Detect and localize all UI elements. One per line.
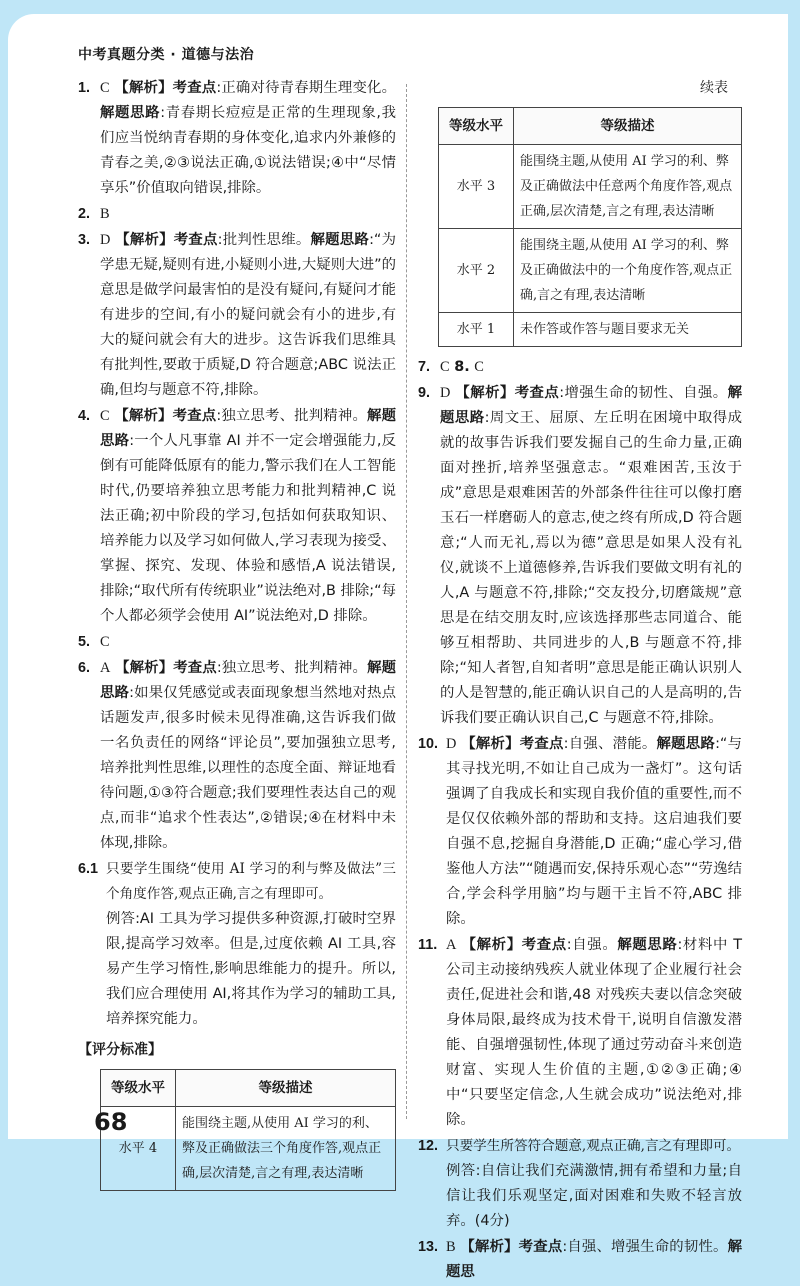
answer-6: 6. A 【解析】考查点:独立思考、批判精神。解题思路:如果仅凭感觉或表面现象想当然地对热点话题发声,很多时候未见得准确,这告诉我们做一名负责任的网络“评论员”,要加强独立思考,培养批判性思维,以理性的态度全面、辩证地看待问题,①③符合题意;我们要理性表达自己的观点,而非“追求个性表达”,②错误;④在材料中未体现,排除。 (78, 660, 396, 851)
scoring-table: 等级水平 等级描述 水平 4 能围绕主题,从使用 AI 学习的利、弊及正确做法三个角度作答,观点正确,层次清楚,言之有理,表达清晰 (100, 1069, 396, 1191)
answer-7-8: 7. C 8. C (418, 359, 484, 375)
example-answer: 例答:自信让我们充满激情,拥有希望和力量;自信让我们乐观坚定,面对困难和失败不轻言放弃。(4分) (446, 1163, 742, 1229)
question-number: 1. (78, 80, 91, 96)
answer-10: 10. D 【解析】考查点:自强、潜能。解题思路:“与其寻找光明,不如让自己成为一盏灯”。这句话强调了自我成长和实现自我价值的重要性,而不是仅仅依赖外部的帮助和支持。这启迪我们要自强不息,挖掘自身潜能,D 正确;“虚心学习,借鉴他人方法”“随遇而安,保持乐观心态”“劳逸结合,学会科学用脑”均与题干主旨不符,ABC 排除。 (418, 736, 742, 927)
page-number: 68 (94, 1108, 128, 1136)
left-column (78, 76, 396, 1191)
answer-5: 5. C (78, 634, 110, 650)
answer-6-1: 6.1 只要学生围绕“使用 AI 学习的利与弊及做法”三个角度作答,观点正确,言之有理即可。 例答:AI 工具为学习提供多种资源,打破时空界限,提高学习效率。但是,过度依赖 AI 工具,容易产生学习惰性,影响思维能力的提升。所以,我们应合理使用 AI,将其作为学习的辅助工具,培养探究能力。 (78, 857, 396, 1032)
table-row: 水平 2 能围绕主题,从使用 AI 学习的利、弊及正确做法中的一个角度作答,观点正确,言之有理,表达清晰 (439, 229, 742, 313)
example-answer: 例答:AI 工具为学习提供多种资源,打破时空界限,提高学习效率。但是,过度依赖 AI 工具,容易产生学习惰性,影响思维能力的提升。所以,我们应合理使用 AI,将其作为学习的辅助工具,培养探究能力。 (106, 911, 396, 1027)
continued-label: 续表 (700, 80, 728, 96)
answer-2: 2. B (78, 206, 110, 222)
answer-12: 12. 只要学生所答符合题意,观点正确,言之有理即可。 例答:自信让我们充满激情,拥有希望和力量;自信让我们乐观坚定,面对困难和失败不轻言放弃。(4分) (418, 1134, 742, 1234)
table-row: 水平 3 能围绕主题,从使用 AI 学习的利、弊及正确做法中任意两个角度作答,观点正确,层次清楚,言之有理,表达清晰 (439, 145, 742, 229)
answer-11: 11. A 【解析】考查点:自强。解题思路:材料中 T 公司主动接纳残疾人就业体现了企业履行社会责任,促进社会和谐,48 对残疾夫妻以信念突破身体局限,最终成为技术骨干,说明自信激发潜能、自强增强韧性,体现了通过劳动奋斗来创造财富、实现人生价值的主题,①②③正确;④中“只要坚定信念,人生就会成功”说法绝对,排除。 (418, 937, 742, 1128)
table-row: 水平 4 能围绕主题,从使用 AI 学习的利、弊及正确做法三个角度作答,观点正确,层次清楚,言之有理,表达清晰 (101, 1107, 396, 1191)
table-row: 水平 1 未作答或作答与题目要求无关 (439, 313, 742, 347)
answer-3: 3. D 【解析】考查点:批判性思维。解题思路:“为学患无疑,疑则有进,小疑则小进,大疑则大进”的意思是做学问最害怕的是没有疑问,有疑问才能有进步的空间,有小的疑问就会有小的进步,有大的疑问就会有大的进步。这告诉我们思维具有批判性,要敢于质疑,D 符合题意;ABC 说法正确,但均与题意不符,排除。 (78, 232, 396, 398)
answer-4: 4. C 【解析】考查点:独立思考、批判精神。解题思路:一个人凡事靠 AI 并不一定会增强能力,反倒有可能降低原有的能力,警示我们在人工智能时代,仍要培养独立思考能力和批判精神,C 说法正确;初中阶段的学习,包括如何获取知识、培养能力以及学习如何做人,学习表现为接受、掌握、探究、发现、体验和感悟,A 说法错误,排除;“取代所有传统职业”说法绝对,B 排除;“每个人都必须学会使用 AI”说法绝对,D 排除。 (78, 408, 396, 624)
page-header: 中考真题分类 · 道德与法治 (78, 47, 255, 63)
answer-13: 13. B 【解析】考查点:自强、增强生命的韧性。解题思 (418, 1239, 742, 1280)
answer-9: 9. D 【解析】考查点:增强生命的韧性、自强。解题思路:周文王、屈原、左丘明在困境中取得成就的故事告诉我们要发掘自己的生命力量,正确面对挫折,培养坚强意志。“艰难困苦,玉汝于成”意思是艰难困苦的外部条件往往可以像打磨玉石一样磨砺人的意志,使之终有所成,D 符合题意;“人而无礼,焉以为德”意思是如果人没有礼仪,就谈不上道德修养,告诉我们要做文明有礼的人,A 与题意不符,排除;“交友投分,切磨箴规”意思是在结交朋友时,应该选择那些志同道合、能够互相帮助、共同进步的人,B 与题意不符,排除;“知人者智,自知者明”意思是能正确认识别人的人是智慧的,能正确认识自己的人是高明的,告诉我们要正确认识自己,C 与题意不符,排除。 (418, 385, 742, 726)
answer-intro: 只要学生围绕“使用 AI 学习的利与弊及做法”三个角度作答,观点正确,言之有理即可。 (106, 861, 396, 902)
right-column (418, 76, 742, 1286)
answer-1: 1. C 【解析】考查点:正确对待青春期生理变化。解题思路:青春期长痘痘是正常的生理现象,我们应当悦纳青春期的身体变化,追求内外兼修的青春之美,②③说法正确,①说法错误;④中“尽情享乐”价值取向错误,排除。 (78, 76, 396, 201)
column-divider (406, 84, 407, 1119)
page (8, 14, 788, 1280)
scoring-standard-title: 【评分标准】 (78, 1042, 162, 1058)
scoring-table-continued: 等级水平 等级描述 水平 3 能围绕主题,从使用 AI 学习的利、弊及正确做法中任意两个角度作答,观点正确,层次清楚,言之有理,表达清晰 水平 2 能围绕主题,从使用 AI 学习的利、弊及正确做法中的一个角度作答,观点正确,言之有理,表达清晰 水平 1 未作答或作答与题目要求无关 (438, 107, 742, 347)
